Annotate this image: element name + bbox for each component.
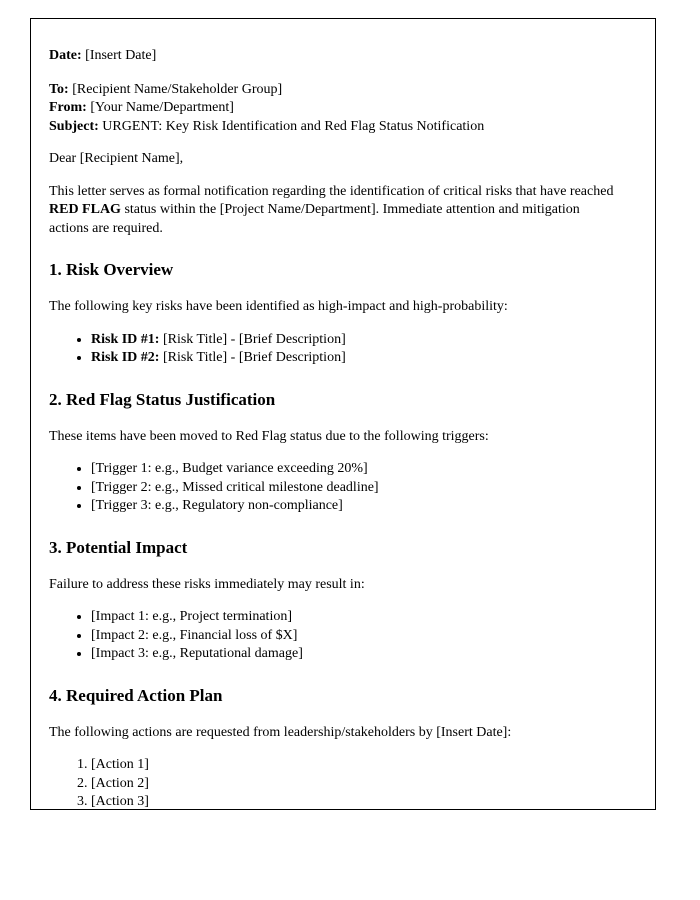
list-item: • [Impact 2: e.g., Financial loss of $X] bbox=[91, 627, 617, 646]
subject-line bbox=[49, 118, 617, 137]
to-line bbox=[49, 81, 617, 100]
section-heading-action-plan: 4. Required Action Plan bbox=[49, 685, 223, 705]
section-heading-potential-impact: 3. Potential Impact bbox=[49, 537, 188, 557]
list-item: 3. [Action 3] bbox=[91, 793, 617, 810]
risk-list bbox=[49, 331, 617, 368]
list-item: • [Trigger 1: e.g., Budget variance exceeding 20%] bbox=[91, 460, 617, 479]
to-value: [Recipient Name/Stakeholder Group] bbox=[68, 81, 283, 97]
list-item: 1. [Action 1] bbox=[91, 756, 617, 775]
section-heading-red-flag-justification: 2. Red Flag Status Justification bbox=[49, 389, 276, 409]
document-page bbox=[30, 18, 656, 810]
list-item bbox=[91, 349, 617, 368]
date-line bbox=[49, 47, 617, 66]
trigger-list bbox=[49, 460, 617, 516]
from-value: [Your Name/Department] bbox=[86, 100, 234, 115]
list-item: • [Impact 1: e.g., Project termination] bbox=[91, 608, 617, 627]
salutation: Dear [Recipient Name], bbox=[49, 151, 184, 166]
risk-id-label: Risk ID #2: bbox=[91, 350, 160, 365]
list-item: • [Impact 3: e.g., Reputational damage] bbox=[91, 645, 617, 664]
from-label: From: bbox=[49, 100, 87, 115]
intro-paragraph bbox=[49, 183, 617, 239]
risk-description: [Risk Title] - [Brief Description] bbox=[159, 331, 346, 347]
intro-part1: This letter serves as formal notification regarding the identification of critical risks that have reached bbox=[49, 183, 614, 199]
section-lead-action-plan: The following actions are requested from leadership/stakeholders by [Insert Date]: bbox=[49, 724, 512, 740]
risk-description: [Risk Title] - [Brief Description] bbox=[159, 350, 346, 365]
list-item: • [Trigger 2: e.g., Missed critical milestone deadline] bbox=[91, 479, 617, 498]
risk-id-label: Risk ID #1: bbox=[91, 331, 160, 347]
recipient-block bbox=[49, 81, 617, 137]
subject-value: URGENT: Key Risk Identification and Red Flag Status Notification bbox=[98, 118, 485, 134]
intro-part2: status within the [Project Name/Department]. Immediate attention and mitigation actions are required. bbox=[49, 202, 580, 236]
date-label: Date: bbox=[49, 48, 82, 63]
from-line bbox=[49, 99, 617, 118]
list-item bbox=[91, 331, 617, 350]
action-list bbox=[49, 756, 617, 810]
impact-list bbox=[49, 608, 617, 664]
section-heading-risk-overview: 1. Risk Overview bbox=[49, 260, 174, 279]
to-label: To: bbox=[49, 81, 69, 97]
subject-label: Subject: bbox=[49, 118, 99, 134]
date-value: [Insert Date] bbox=[81, 48, 157, 63]
section-lead-red-flag-justification: These items have been moved to Red Flag status due to the following triggers: bbox=[49, 428, 489, 444]
list-item: • [Trigger 3: e.g., Regulatory non-compliance] bbox=[91, 497, 617, 516]
letter-body bbox=[49, 47, 617, 810]
section-lead-risk-overview: The following key risks have been identified as high-impact and high-probability: bbox=[49, 299, 508, 314]
section-lead-potential-impact: Failure to address these risks immediately may result in: bbox=[49, 576, 365, 592]
list-item: 2. [Action 2] bbox=[91, 775, 617, 794]
intro-emphasis: RED FLAG bbox=[49, 202, 121, 217]
